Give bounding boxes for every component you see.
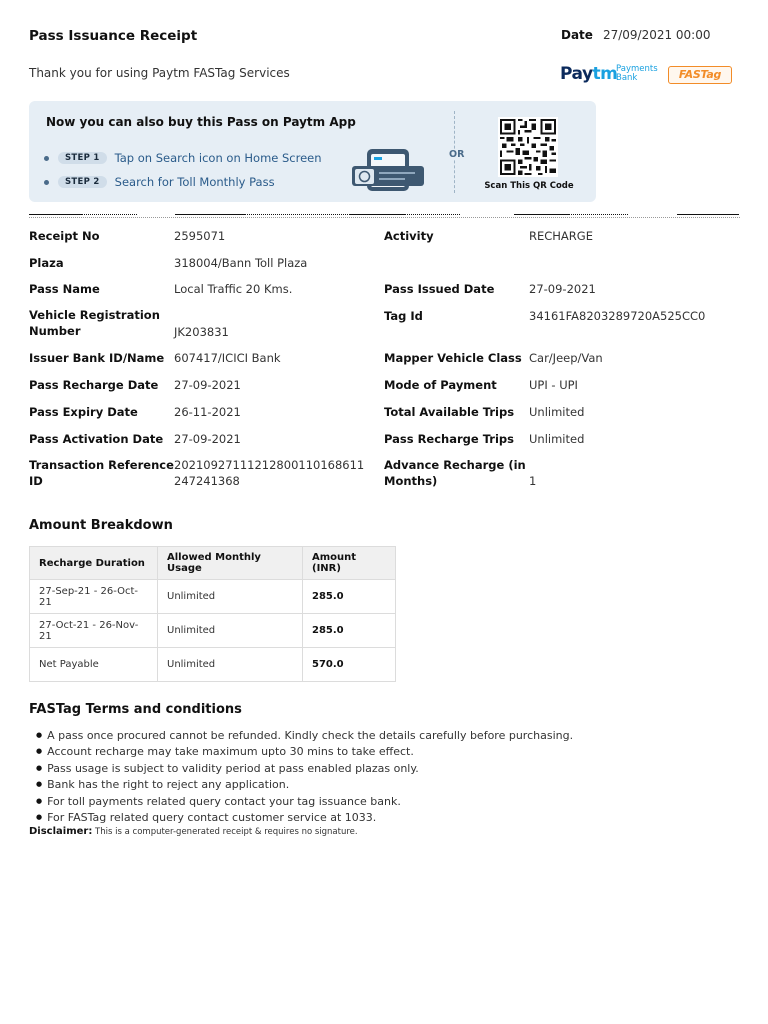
promo-heading: Now you can also buy this Pass on Paytm App: [46, 115, 356, 129]
paytm-logo: [560, 64, 617, 84]
pass-recharge-date-value: 27-09-2021: [174, 378, 241, 392]
receipt-date: [561, 28, 711, 42]
table-cell: Net Payable: [30, 648, 158, 682]
step-2-text: Search for Toll Monthly Pass: [114, 175, 275, 189]
separator-tick: [568, 214, 628, 216]
column-header-allowed-usage: Allowed Monthly Usage: [158, 547, 303, 580]
table-header-row: [30, 547, 396, 580]
date-value: 27/09/2021 00:00: [602, 28, 711, 42]
column-header-amount: Amount (INR): [303, 547, 396, 580]
table-cell-amount: 285.0: [303, 580, 396, 614]
app-promo-banner: [29, 101, 596, 202]
separator-tick: [405, 214, 460, 216]
list-item: ● For FASTag related query contact customer service at 1033.: [36, 810, 573, 826]
separator-tick: [350, 214, 405, 216]
separator-tick: [29, 214, 81, 216]
plaza-value: 318004/Bann Toll Plaza: [174, 256, 308, 270]
pass-expiry-date-value: 26-11-2021: [174, 405, 241, 419]
activity-label: Activity: [384, 229, 434, 243]
transaction-reference-value-line-1: 20210927111212800110168611: [174, 458, 365, 472]
list-item: ● For toll payments related query contact your tag issuance bank.: [36, 794, 573, 810]
brand-logos: [560, 64, 735, 86]
list-item: ● Pass usage is subject to validity period at pass enabled plazas only.: [36, 761, 573, 777]
advance-recharge-label-line-2: Months): [384, 474, 438, 488]
fastag-logo: [668, 66, 732, 84]
table-cell: 27-Sep-21 - 26-Oct-21: [30, 580, 158, 614]
step-bullet-icon: [44, 180, 49, 185]
promo-step-1: [44, 150, 322, 166]
step-2-badge: STEP 2: [58, 176, 107, 188]
advance-recharge-value: 1: [529, 474, 537, 488]
issuer-bank-label: Issuer Bank ID/Name: [29, 351, 165, 365]
pass-recharge-trips-value: Unlimited: [529, 432, 585, 446]
plaza-label: Plaza: [29, 256, 64, 270]
table-cell: Unlimited: [158, 614, 303, 648]
pass-activation-date-label: Pass Activation Date: [29, 432, 164, 446]
table-cell-amount: 285.0: [303, 614, 396, 648]
pass-name-label: Pass Name: [29, 282, 100, 296]
amount-breakdown-table: [29, 546, 396, 682]
separator-tick: [175, 214, 244, 216]
table-cell-amount: 570.0: [303, 648, 396, 682]
pass-issued-date-value: 27-09-2021: [529, 282, 596, 296]
mapper-vehicle-class-label: Mapper Vehicle Class: [384, 351, 522, 365]
table-cell: Unlimited: [158, 580, 303, 614]
activity-value: RECHARGE: [529, 229, 593, 243]
total-available-trips-label: Total Available Trips: [384, 405, 515, 419]
vehicle-registration-label-line-2: Number: [29, 324, 81, 338]
tag-id-value: 34161FA8203289720A525CC0: [529, 309, 706, 323]
transaction-reference-label-line-2: ID: [29, 474, 43, 488]
column-header-recharge-duration: Recharge Duration: [30, 547, 158, 580]
amount-breakdown-title: Amount Breakdown: [29, 518, 173, 533]
pass-expiry-date-label: Pass Expiry Date: [29, 405, 138, 419]
paytm-sub-line-1: Payments: [616, 64, 658, 74]
table-cell: Unlimited: [158, 648, 303, 682]
promo-step-2: [44, 174, 275, 190]
thank-you-message: Thank you for using Paytm FASTag Services: [29, 66, 290, 80]
disclaimer: [29, 826, 358, 837]
or-separator: OR: [449, 149, 465, 160]
issuer-bank-value: 607417/ICICI Bank: [174, 351, 281, 365]
pass-issued-date-label: Pass Issued Date: [384, 282, 495, 296]
terms-list: [36, 728, 573, 826]
list-item: ● A pass once procured cannot be refunded. Kindly check the details carefully before purchasing.: [36, 728, 573, 744]
receipt-no-value: 2595071: [174, 229, 226, 243]
tag-id-label: Tag Id: [384, 309, 423, 323]
step-1-badge: STEP 1: [58, 152, 107, 164]
pass-recharge-trips-label: Pass Recharge Trips: [384, 432, 514, 446]
phone-app-icon: [351, 147, 425, 191]
advance-recharge-label-line-1: Advance Recharge (in: [384, 458, 526, 472]
transaction-reference-label-line-1: Transaction Reference: [29, 458, 174, 472]
separator-tick: [81, 214, 137, 216]
separator-tick: [677, 214, 739, 216]
table-row-net-payable: [30, 648, 396, 682]
terms-title: FASTag Terms and conditions: [29, 702, 242, 717]
mapper-vehicle-class-value: Car/Jeep/Van: [529, 351, 603, 365]
total-available-trips-value: Unlimited: [529, 405, 585, 419]
mode-of-payment-label: Mode of Payment: [384, 378, 497, 392]
disclaimer-label: Disclaimer:: [29, 826, 93, 837]
separator-tick: [514, 214, 568, 216]
paytm-logo-tm: tm: [592, 64, 618, 84]
vehicle-registration-label: [29, 307, 160, 339]
qr-code-icon: [498, 117, 558, 177]
transaction-reference-value-line-2: 247241368: [174, 474, 240, 488]
vehicle-registration-value: JK203831: [174, 325, 229, 339]
list-item: ● Account recharge may take maximum upto 30 mins to take effect.: [36, 744, 573, 760]
disclaimer-text: This is a computer-generated receipt & requires no signature.: [92, 827, 358, 837]
qr-caption: Scan This QR Code: [484, 181, 574, 191]
step-1-text: Tap on Search icon on Home Screen: [114, 151, 322, 165]
receipt-no-label: Receipt No: [29, 229, 100, 243]
fastag-logo-text: FASTag: [678, 68, 722, 81]
paytm-logo-pay: Pay: [560, 64, 593, 84]
pass-name-value: Local Traffic 20 Kms.: [174, 282, 293, 296]
mode-of-payment-value: UPI - UPI: [529, 378, 578, 392]
pass-activation-date-value: 27-09-2021: [174, 432, 241, 446]
list-item: ● Bank has the right to reject any application.: [36, 777, 573, 793]
transaction-reference-label: [29, 457, 174, 489]
date-label: Date: [561, 28, 593, 42]
table-row: [30, 614, 396, 648]
vehicle-registration-label-line-1: Vehicle Registration: [29, 308, 160, 322]
paytm-payments-bank-text: [616, 65, 658, 83]
advance-recharge-label: [384, 457, 526, 489]
pass-recharge-date-label: Pass Recharge Date: [29, 378, 159, 392]
paytm-sub-line-2: Bank: [616, 73, 638, 83]
page-title: Pass Issuance Receipt: [29, 28, 198, 44]
table-row: [30, 580, 396, 614]
table-cell: 27-Oct-21 - 26-Nov-21: [30, 614, 158, 648]
transaction-reference-value: [174, 457, 364, 489]
section-separator: [29, 214, 740, 218]
separator-tick: [244, 214, 350, 216]
step-bullet-icon: [44, 156, 49, 161]
